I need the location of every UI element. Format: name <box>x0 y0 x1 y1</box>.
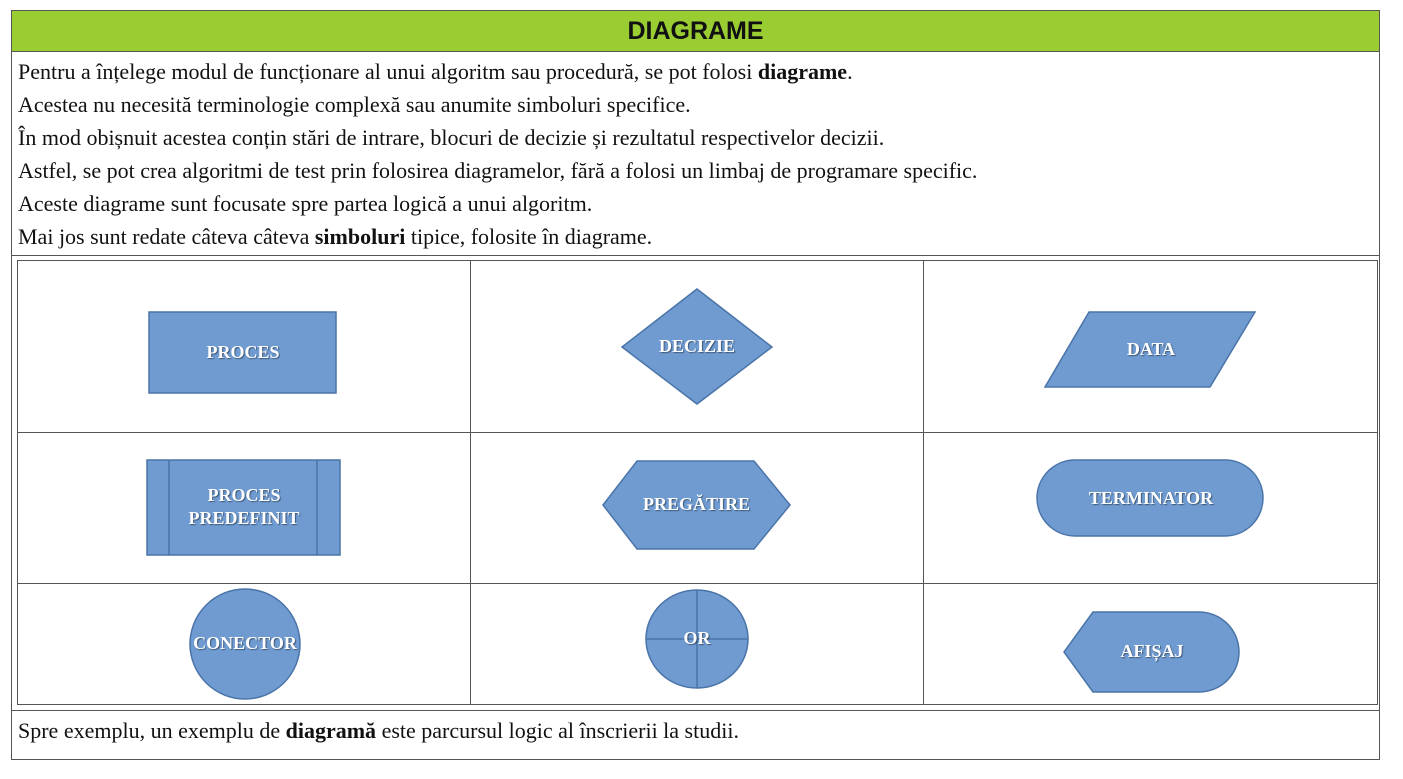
intro-line-6-end: tipice, folosite în diagrame. <box>405 224 653 249</box>
outro-text-start: Spre exemplu, un exemplu de <box>18 718 286 743</box>
decision-label: DECIZIE <box>658 336 736 356</box>
outro-text-end: este parcursul logic al înscrierii la studii. <box>376 718 739 743</box>
table-row-divider-1 <box>18 432 1377 433</box>
preparation-label: PREGĂTIRE <box>642 494 750 514</box>
intro-line-4: Astfel, se pot crea algoritmi de test prin folosirea diagramelor, fără a folosi un limbaj de programare specific. <box>18 158 978 183</box>
intro-line-1 <box>18 55 1368 88</box>
table-row-divider-2 <box>18 583 1377 584</box>
intro-line-6-text: Mai jos sunt redate câteva câteva <box>18 224 315 249</box>
intro-line-1-end: . <box>847 59 853 84</box>
connector-label: CONECTOR <box>193 633 297 653</box>
terminator-label: TERMINATOR <box>1088 488 1214 508</box>
intro-line-6 <box>18 220 1368 253</box>
intro-line-1-bold: diagrame <box>757 59 848 84</box>
page-title: DIAGRAME <box>12 11 1379 52</box>
symbols-table <box>17 260 1378 705</box>
table-col-divider-1 <box>470 261 471 704</box>
outro-text <box>18 714 739 747</box>
intro-line-2: Acestea nu necesită terminologie complexă sau anumite simboluri specifice. <box>18 92 691 117</box>
divider-top <box>12 255 1379 256</box>
intro-line-1-text: Pentru a înțelege modul de funcționare al unui algoritm sau procedură, se pot folosi <box>18 59 758 84</box>
or-label: OR <box>683 628 711 648</box>
document-frame <box>11 10 1380 760</box>
display-label: AFIȘAJ <box>1120 641 1184 661</box>
predefined-process-label-line-2: PREDEFINIT <box>188 508 300 528</box>
table-col-divider-2 <box>923 261 924 704</box>
intro-text <box>18 55 1368 253</box>
intro-line-3: În mod obișnuit acestea conțin stări de intrare, blocuri de decizie și rezultatul respectivelor decizii. <box>18 125 885 150</box>
predefined-process-label <box>146 484 342 530</box>
intro-line-6-bold: simboluri <box>314 224 406 249</box>
process-label: PROCES <box>206 342 280 362</box>
outro-text-bold: diagramă <box>285 718 377 743</box>
data-label: DATA <box>1126 339 1176 359</box>
divider-bottom <box>12 710 1379 711</box>
intro-line-5: Aceste diagrame sunt focusate spre partea logică a unui algoritm. <box>18 191 593 216</box>
predefined-process-label-line-1: PROCES <box>207 485 281 505</box>
